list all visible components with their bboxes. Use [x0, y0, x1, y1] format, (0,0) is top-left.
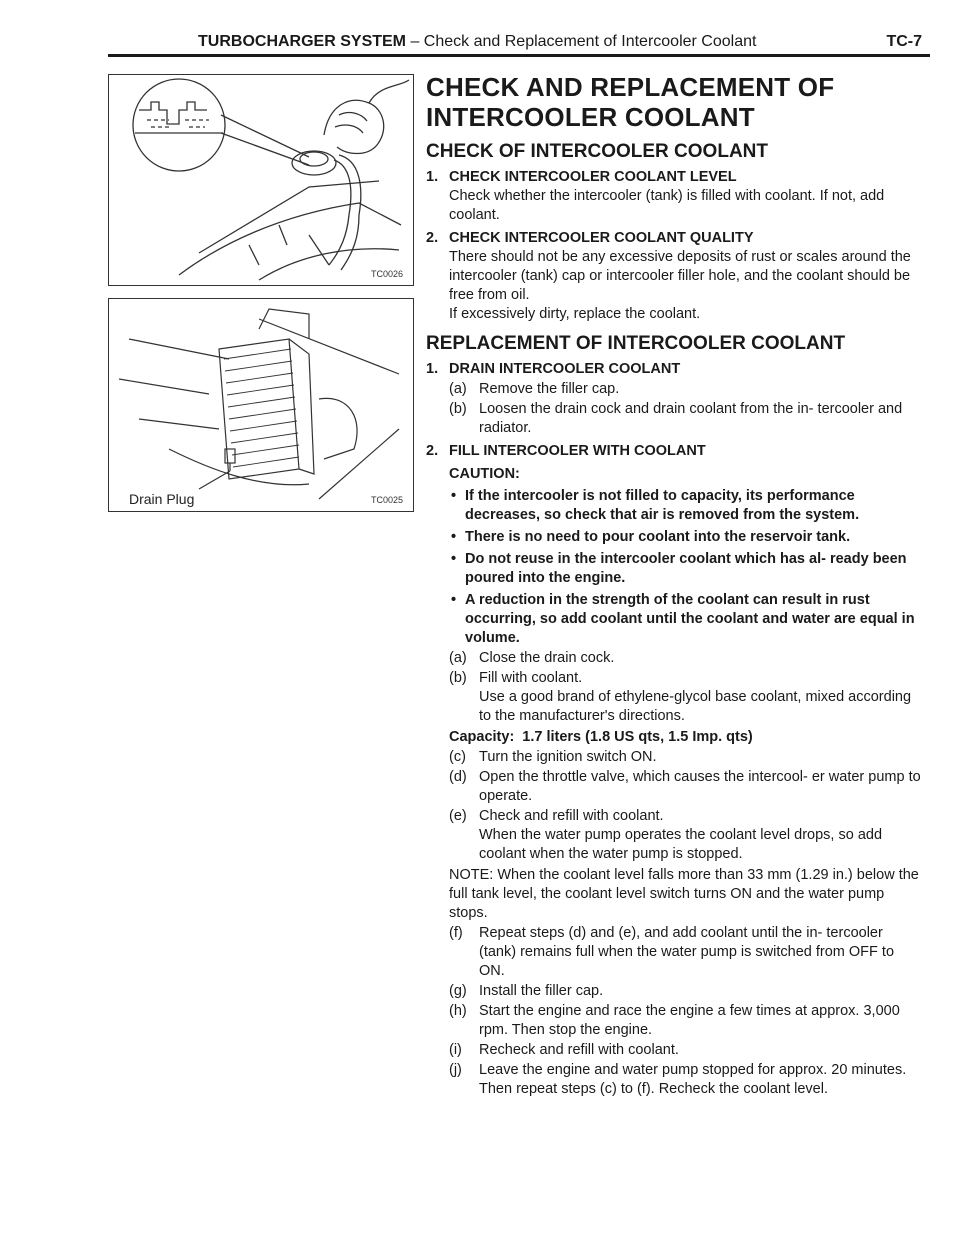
header-section: [198, 30, 756, 54]
filler-cap-illustration: [109, 75, 413, 285]
sub-text: Loosen the drain cock and drain coolant from the in- tercooler and radiator.: [479, 401, 903, 436]
sub-label: (e): [449, 808, 467, 824]
check-step-2: [426, 229, 922, 324]
caution-bullet: • Do not reuse in the intercooler coolant which has al- ready been poured into the engine.: [449, 550, 922, 588]
caution-bullet: • There is no need to pour coolant into the reservoir tank.: [449, 528, 922, 547]
note-text: NOTE: When the coolant level falls more than 33 mm (1.29 in.) below the full tank level, the coolant level switch turns ON and the water pump stops.: [449, 867, 919, 921]
sub-text: Start the engine and race the engine a few times at approx. 3,000 rpm. Then stop the engine.: [479, 1003, 900, 1038]
header-rule: [108, 54, 930, 57]
replace-heading: REPLACEMENT OF INTERCOOLER COOLANT: [426, 333, 846, 354]
replace-step-2: [426, 442, 922, 1099]
sub-text: Install the filler cap.: [479, 983, 604, 999]
replace-step-1: [426, 360, 922, 438]
caution-bullet: • A reduction in the strength of the coolant can result in rust occurring, so add coolant until the coolant and water are equal in volume.: [449, 591, 922, 648]
page-number: TC-7: [886, 33, 922, 50]
sub-label: (j): [449, 1062, 462, 1078]
bullet-text: Do not reuse in the intercooler coolant which has al- ready been poured into the engine.: [465, 551, 907, 586]
sub-text: Repeat steps (d) and (e), and add coolant until the in- tercooler (tank) remains full when the water pump is switched from OFF to ON.: [479, 925, 895, 979]
sub-label: (h): [449, 1003, 467, 1019]
capacity-spec: [449, 728, 922, 747]
sub-step: [449, 649, 922, 668]
sub-label: (b): [449, 401, 467, 417]
sub-step: [449, 380, 922, 399]
step-number: 2.: [426, 230, 439, 246]
sub-step: [449, 768, 922, 806]
bullet-text: If the intercooler is not filled to capacity, its performance decreases, so check that air is removed from the system.: [465, 488, 860, 523]
sub-step: [449, 669, 922, 688]
sub-step: [449, 1041, 922, 1060]
header-section-rest: – Check and Replacement of Intercooler Coolant: [406, 33, 757, 50]
check-step-1: [426, 168, 922, 225]
bullet-text: A reduction in the strength of the coolant can result in rust occurring, so add coolant until the coolant and water are equal in volume.: [465, 592, 915, 646]
step-title: FILL INTERCOOLER WITH COOLANT: [449, 443, 706, 459]
sub-extra-text: When the water pump operates the coolant level drops, so add coolant when the water pump is stopped.: [479, 827, 883, 862]
sub-text: Close the drain cock.: [479, 650, 615, 666]
caution-label: CAUTION:: [449, 466, 520, 482]
figure-drain-plug: [108, 298, 414, 512]
bullet-text: There is no need to pour coolant into the reservoir tank.: [465, 529, 851, 545]
sub-step: [449, 1061, 922, 1099]
sub-label: (c): [449, 749, 466, 765]
sub-label: (a): [449, 650, 467, 666]
capacity-label: Capacity:: [449, 729, 515, 745]
sub-text: Remove the filler cap.: [479, 381, 620, 397]
sub-step: [449, 748, 922, 767]
step-number: 2.: [426, 443, 439, 459]
sub-text: Open the throttle valve, which causes the intercool- er water pump to operate.: [479, 769, 921, 804]
sub-step: [449, 807, 922, 826]
main-title: CHECK AND REPLACEMENT OF INTERCOOLER COOLANT: [426, 72, 835, 132]
sub-label: (g): [449, 983, 467, 999]
step-title: CHECK INTERCOOLER COOLANT LEVEL: [449, 169, 737, 185]
caution-bullet: • If the intercooler is not filled to capacity, its performance decreases, so check that air is removed from the system.: [449, 487, 922, 525]
header-section-bold: TURBOCHARGER SYSTEM: [198, 33, 407, 50]
step-number: 1.: [426, 169, 439, 185]
sub-extra-text: Use a good brand of ethylene-glycol base coolant, mixed according to the manufacturer's directions.: [479, 689, 912, 724]
drain-plug-illustration: [109, 299, 413, 511]
capacity-value: 1.7 liters (1.8 US qts, 1.5 Imp. qts): [522, 729, 753, 745]
sub-text: Fill with coolant.: [479, 670, 583, 686]
sub-step: [449, 400, 922, 438]
sub-step: [449, 1002, 922, 1040]
step-text: There should not be any excessive deposits of rust or scales around the intercooler (tank) cap or intercooler filler hole, and the coolant should be free from oil.: [449, 249, 911, 303]
sub-label: (d): [449, 769, 467, 785]
sub-text: Turn the ignition switch ON.: [479, 749, 657, 765]
figure-code: TC0025: [370, 495, 403, 505]
sub-text: Recheck and refill with coolant.: [479, 1042, 679, 1058]
step-number: 1.: [426, 361, 439, 377]
step-title: CHECK INTERCOOLER COOLANT QUALITY: [449, 230, 754, 246]
check-heading: CHECK OF INTERCOOLER COOLANT: [426, 141, 768, 162]
sub-label: (b): [449, 670, 467, 686]
page-header: [108, 30, 930, 54]
step-title: DRAIN INTERCOOLER COOLANT: [449, 361, 681, 377]
figure-code: TC0026: [370, 269, 403, 279]
sub-step: [449, 982, 922, 1001]
step-text: If excessively dirty, replace the coolant.: [449, 306, 701, 322]
sub-label: (i): [449, 1042, 462, 1058]
sub-step: [449, 924, 922, 981]
sub-text: Check and refill with coolant.: [479, 808, 664, 824]
sub-text: Leave the engine and water pump stopped for approx. 20 minutes. Then repeat steps (c) to (f). Recheck the coolant level.: [479, 1062, 907, 1097]
figure-label-drain-plug: Drain Plug: [129, 491, 195, 507]
main-content: [426, 72, 922, 1099]
step-text: Check whether the intercooler (tank) is filled with coolant. If not, add coolant.: [449, 188, 885, 223]
sub-label: (a): [449, 381, 467, 397]
sub-label: (f): [449, 925, 463, 941]
figure-filler-cap: [108, 74, 414, 286]
